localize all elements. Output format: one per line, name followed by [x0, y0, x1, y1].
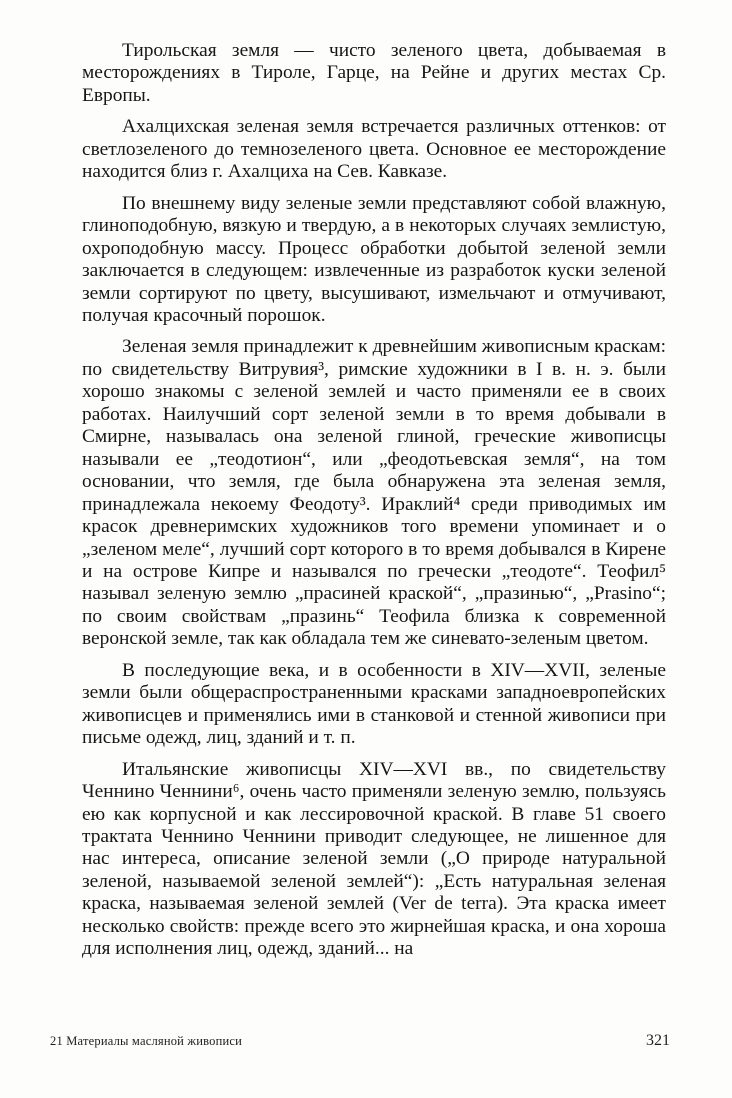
paragraph-italian-painters: Итальянские живописцы XIV—XVI вв., по свидетельству Ченнино Ченнини⁶, очень часто применяли зеленую землю, пользуясь ею как корпусной и как лессировочной краской. В главе 51 своего трактата Ченнино Ченнини приводит следующее, не лишенное для нас интереса, описание зеленой земли („О природе натуральной зеленой, называемой зеленой землей“): „Есть натуральная зеленая краска, называемая зеленой землей (Ver de terra). Эта краска имеет несколько свойств: прежде всего это жирнейшая краска, и она хороша для исполнения лиц, одежд, зданий... на — [82, 758, 666, 960]
paragraph-later-centuries: В последующие века, и в особенности в XIV—XVII, зеленые земли были общераспространенными красками западноевропейских живописцев и применялись ими в станковой и стенной живописи при письме одежд, лиц, зданий и т. п. — [82, 659, 666, 749]
paragraph-ancient-history: Зеленая земля принадлежит к древнейшим живописным краскам: по свидетельству Витрувия³, римские художники в I в. н. э. были хорошо знакомы с зеленой землей и часто применяли ее в своих работах. Наилучший сорт зеленой земли в то время добывали в Смирне, называлась она зеленой глиной, греческие живописцы называли ее „теодотион“, или „феодотьевская земля“, на том основании, что земля, где была обнаружена эта зеленая земля, принадлежала некоему Феодоту³. Ираклий⁴ среди приводимых им красок древнеримских художников того времени упоминает и о „зеленом меле“, лучший сорт которого в то время добывался в Кирене и на острове Кипре и назывался по гречески „теодоте“. Теофил⁵ называл зеленую землю „прасиней краской“, „празинью“, „Prasino“; по своим свойствам „празинь“ Теофила близка к современной веронской земле, так как обладала тем же синевато-зеленым цветом. — [82, 336, 666, 650]
page-number: 321 — [646, 1032, 670, 1049]
paragraph-appearance-processing: По внешнему виду зеленые земли представляют собой влажную, глиноподобную, вязкую и твердую, а в некоторых случаях землистую, охроподобную массу. Процесс обработки добытой зеленой земли заключается в следующем: извлеченные из разработок куски зеленой земли сортируют по цвету, высушивают, измельчают и отмучивают, получая красочный порошок. — [82, 192, 666, 326]
printer-signature: 21 Материалы масляной живописи — [50, 1034, 243, 1048]
body-text — [82, 40, 666, 970]
paragraph-akhaltsikhe-earth: Ахалцихская зеленая земля встречается различных оттенков: от светлозеленого до темнозеленого цвета. Основное ее месторождение находится близ г. Ахалциха на Сев. Кавказе. — [82, 116, 666, 183]
paragraph-tyrolean-earth: Тирольская земля — чисто зеленого цвета, добываемая в месторождениях в Тироле, Гарце, на Рейне и других местах Ср. Европы. — [82, 40, 666, 106]
